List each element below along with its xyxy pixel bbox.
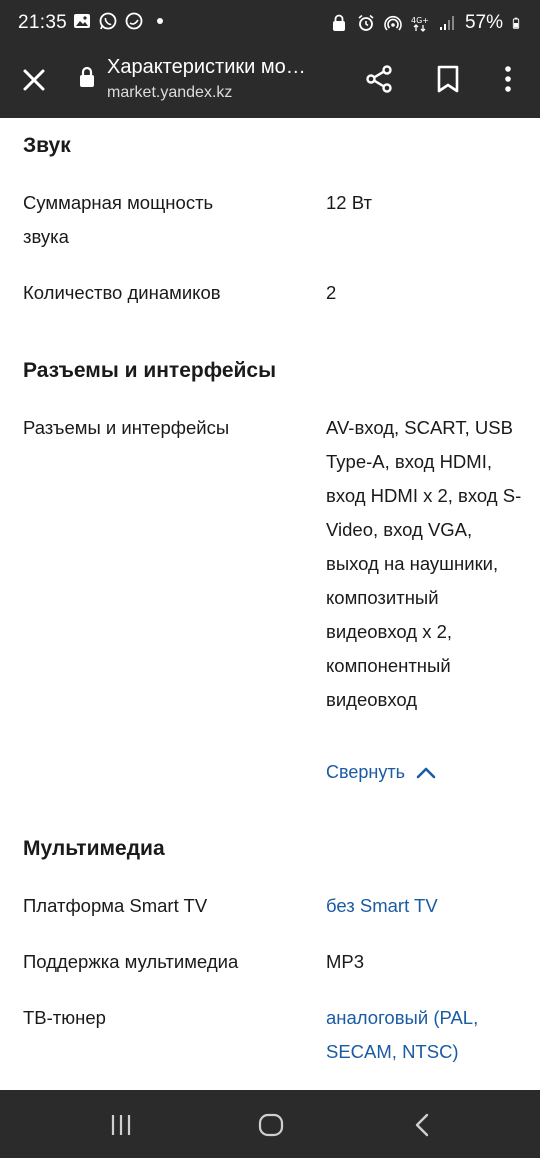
status-time: 21:35 xyxy=(18,12,68,33)
4g-icon xyxy=(411,14,429,32)
collapse-button[interactable] xyxy=(326,762,437,783)
svg-text:4G+: 4G+ xyxy=(410,16,429,25)
spec-name: Количество динамиков xyxy=(23,282,221,303)
collapse-label[interactable]: Свернуть xyxy=(326,762,405,782)
spec-value: MP3 xyxy=(326,951,365,972)
spec-name: Разъемы и интерфейсы xyxy=(23,417,230,438)
lock-screen-icon xyxy=(330,14,348,32)
page-url[interactable]: market.yandex.kz xyxy=(107,84,233,101)
close-icon[interactable] xyxy=(20,66,48,94)
spec-name: Поддержка мультимедиа xyxy=(23,951,239,972)
alarm-icon xyxy=(357,14,375,32)
gallery-icon xyxy=(73,12,91,30)
spec-value-link[interactable]: аналоговый (PAL, SECAM, NTSC) xyxy=(326,1007,479,1062)
spec-name: Суммарная мощность звука xyxy=(23,192,214,247)
clock-app-icon xyxy=(125,12,143,30)
spec-value: 12 Вт xyxy=(326,192,372,213)
spec-value: 2 xyxy=(326,282,337,303)
home-icon[interactable] xyxy=(256,1110,286,1140)
section-title-multimedia: Мультимедиа xyxy=(23,837,165,860)
system-navigation-bar xyxy=(0,1090,540,1158)
chevron-up-icon[interactable] xyxy=(415,766,437,780)
spec-value: AV-вход, SCART, USB Type-A, вход HDMI, вход HDMI x 2, вход S-Video, вход VGA, выход на наушники, композитный видеовход x 2, компонентный видеовход xyxy=(326,417,522,710)
system-icons xyxy=(330,12,524,34)
share-icon[interactable] xyxy=(364,64,394,94)
bookmark-icon[interactable] xyxy=(435,64,461,94)
browser-toolbar xyxy=(0,46,540,118)
dot-icon xyxy=(151,12,169,30)
battery-icon xyxy=(512,14,524,32)
notification-icons xyxy=(73,12,169,30)
specs-content[interactable] xyxy=(0,118,540,1090)
section-title-sound: Звук xyxy=(23,134,71,157)
lock-icon xyxy=(78,66,96,88)
hotspot-icon xyxy=(384,14,402,32)
more-options-icon[interactable] xyxy=(496,64,520,94)
back-icon[interactable] xyxy=(408,1110,438,1140)
spec-name: Платформа Smart TV xyxy=(23,895,208,916)
spec-value-link[interactable]: без Smart TV xyxy=(326,895,438,916)
signal-icon xyxy=(438,14,456,32)
spec-name: ТВ-тюнер xyxy=(23,1007,106,1028)
section-title-connectors: Разъемы и интерфейсы xyxy=(23,359,277,382)
recent-apps-icon[interactable] xyxy=(106,1110,136,1140)
battery-percent: 57% xyxy=(464,12,503,33)
page-title[interactable]: Характеристики мо… xyxy=(107,56,306,78)
whatsapp-icon xyxy=(99,12,117,30)
status-bar xyxy=(0,0,540,46)
